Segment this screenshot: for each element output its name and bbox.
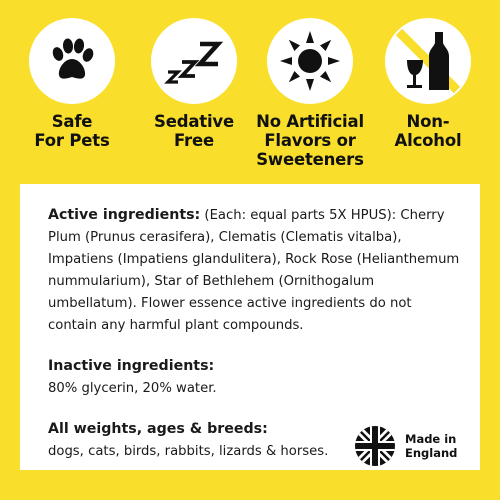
active-heading: Active ingredients:: [48, 207, 201, 223]
made-in-text: Made in England: [405, 432, 458, 460]
badge-label: Non- Alcohol: [394, 112, 462, 150]
active-ingredients: [48, 204, 460, 337]
made-in-england: [355, 426, 470, 466]
active-text: (Each: equal parts 5X HPUS): Cherry Plum (Prunus cerasifera), Clematis (Clematis vitalba), Impatiens (Impatiens glandulitera), Rock Rose (Helianthemum nummularium), Star of Bethlehem (Ornithogalum umbellatum). Flower essence active ingredients do not contain any harmful plant compounds.: [48, 208, 460, 333]
weights-heading: All weights, ages & breeds:: [48, 421, 268, 437]
paw-icon: [29, 18, 115, 104]
zzz-icon: [151, 18, 237, 104]
union-jack-icon: [355, 426, 395, 466]
badge-sedative-free: [132, 18, 256, 150]
badge-safe-for-pets: [10, 18, 134, 150]
ingredients-card: [20, 184, 480, 470]
sun-icon: [267, 18, 353, 104]
badge-no-artificial: [248, 18, 372, 169]
badge-non-alcohol: [366, 18, 490, 150]
feature-badges: [0, 0, 500, 178]
inactive-text: 80% glycerin, 20% water.: [48, 381, 217, 396]
no-alcohol-icon: [385, 18, 471, 104]
badge-label: Safe For Pets: [34, 112, 110, 150]
inactive-heading: Inactive ingredients:: [48, 358, 215, 374]
badge-label: Sedative Free: [154, 112, 234, 150]
badge-label: No Artificial Flavors or Sweeteners: [256, 112, 364, 169]
weights-text: dogs, cats, birds, rabbits, lizards & horses.: [48, 444, 329, 459]
inactive-ingredients: [48, 355, 460, 400]
